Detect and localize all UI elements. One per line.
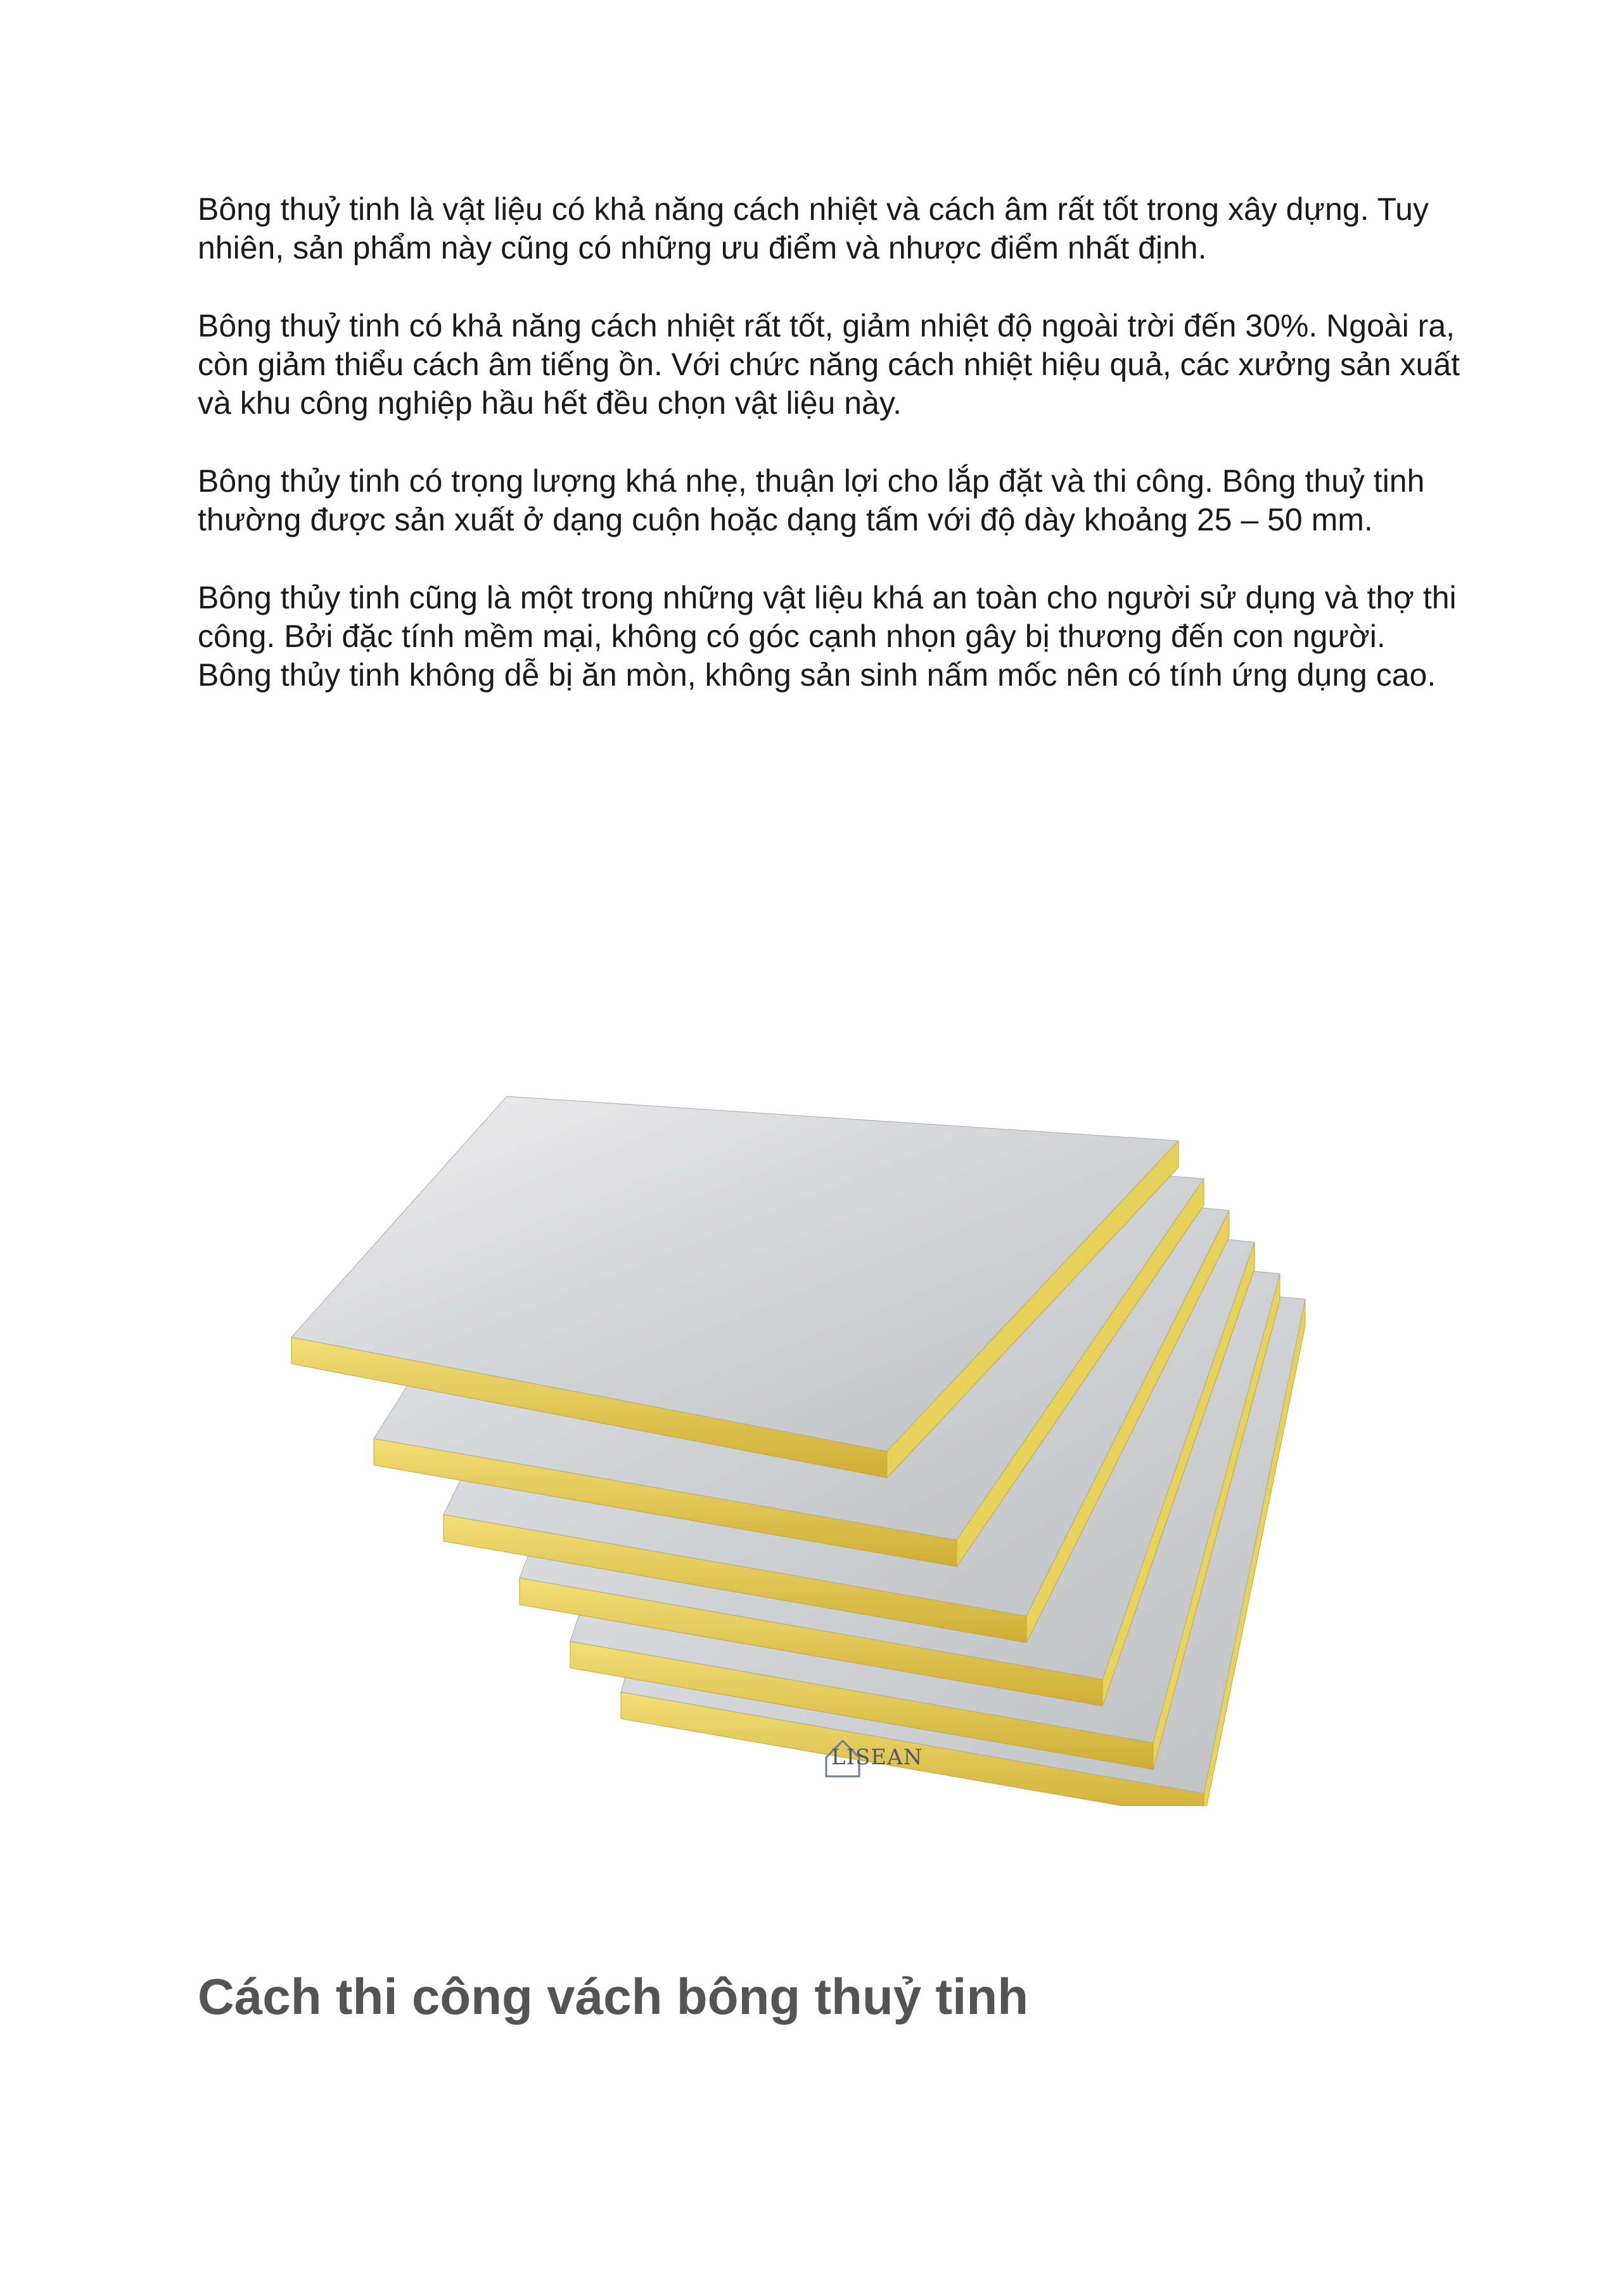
paragraph-safety: Bông thủy tinh cũng là một trong những vật liệu khá an toàn cho người sử dụng và thợ thi công. Bởi đặc tính mềm mại, không có góc cạnh nhọn gây bị thương đến con người. Bông thủy tinh không dễ bị ăn mòn, không sản sinh nấm mốc nên có tính ứng dụng cao. [198,580,1457,693]
section-heading: Cách thi công vách bông thuỷ tinh [198,1968,1029,2025]
paragraph-intro: Bông thuỷ tinh là vật liệu có khả năng cách nhiệt và cách âm rất tốt trong xây dựng. Tuy nhiên, sản phẩm này cũng có những ưu điểm và nhược điểm nhất định. [198,191,1429,266]
glass-wool-panels-image [266,1071,1343,1806]
paragraph-insulation: Bông thuỷ tinh có khả năng cách nhiệt rất tốt, giảm nhiệt độ ngoài trời đến 30%. Ngoài ra, còn giảm thiểu cách âm tiếng ồn. Với chức năng cách nhiệt hiệu quả, các xưởng sản xuất và khu công nghiệp hầu hết đều chọn vật liệu này. [198,308,1460,421]
glass-wool-panels-illustration [266,1071,1343,1806]
lisean-logo [824,1733,950,1784]
article-body [198,190,1465,734]
logo-text: LISEAN [831,1745,923,1770]
paragraph-weight: Bông thủy tinh có trọng lượng khá nhẹ, thuận lợi cho lắp đặt và thi công. Bông thuỷ tinh thường được sản xuất ở dạng cuộn hoặc dạng tấm với độ dày khoảng 25 – 50 mm. [198,463,1425,537]
